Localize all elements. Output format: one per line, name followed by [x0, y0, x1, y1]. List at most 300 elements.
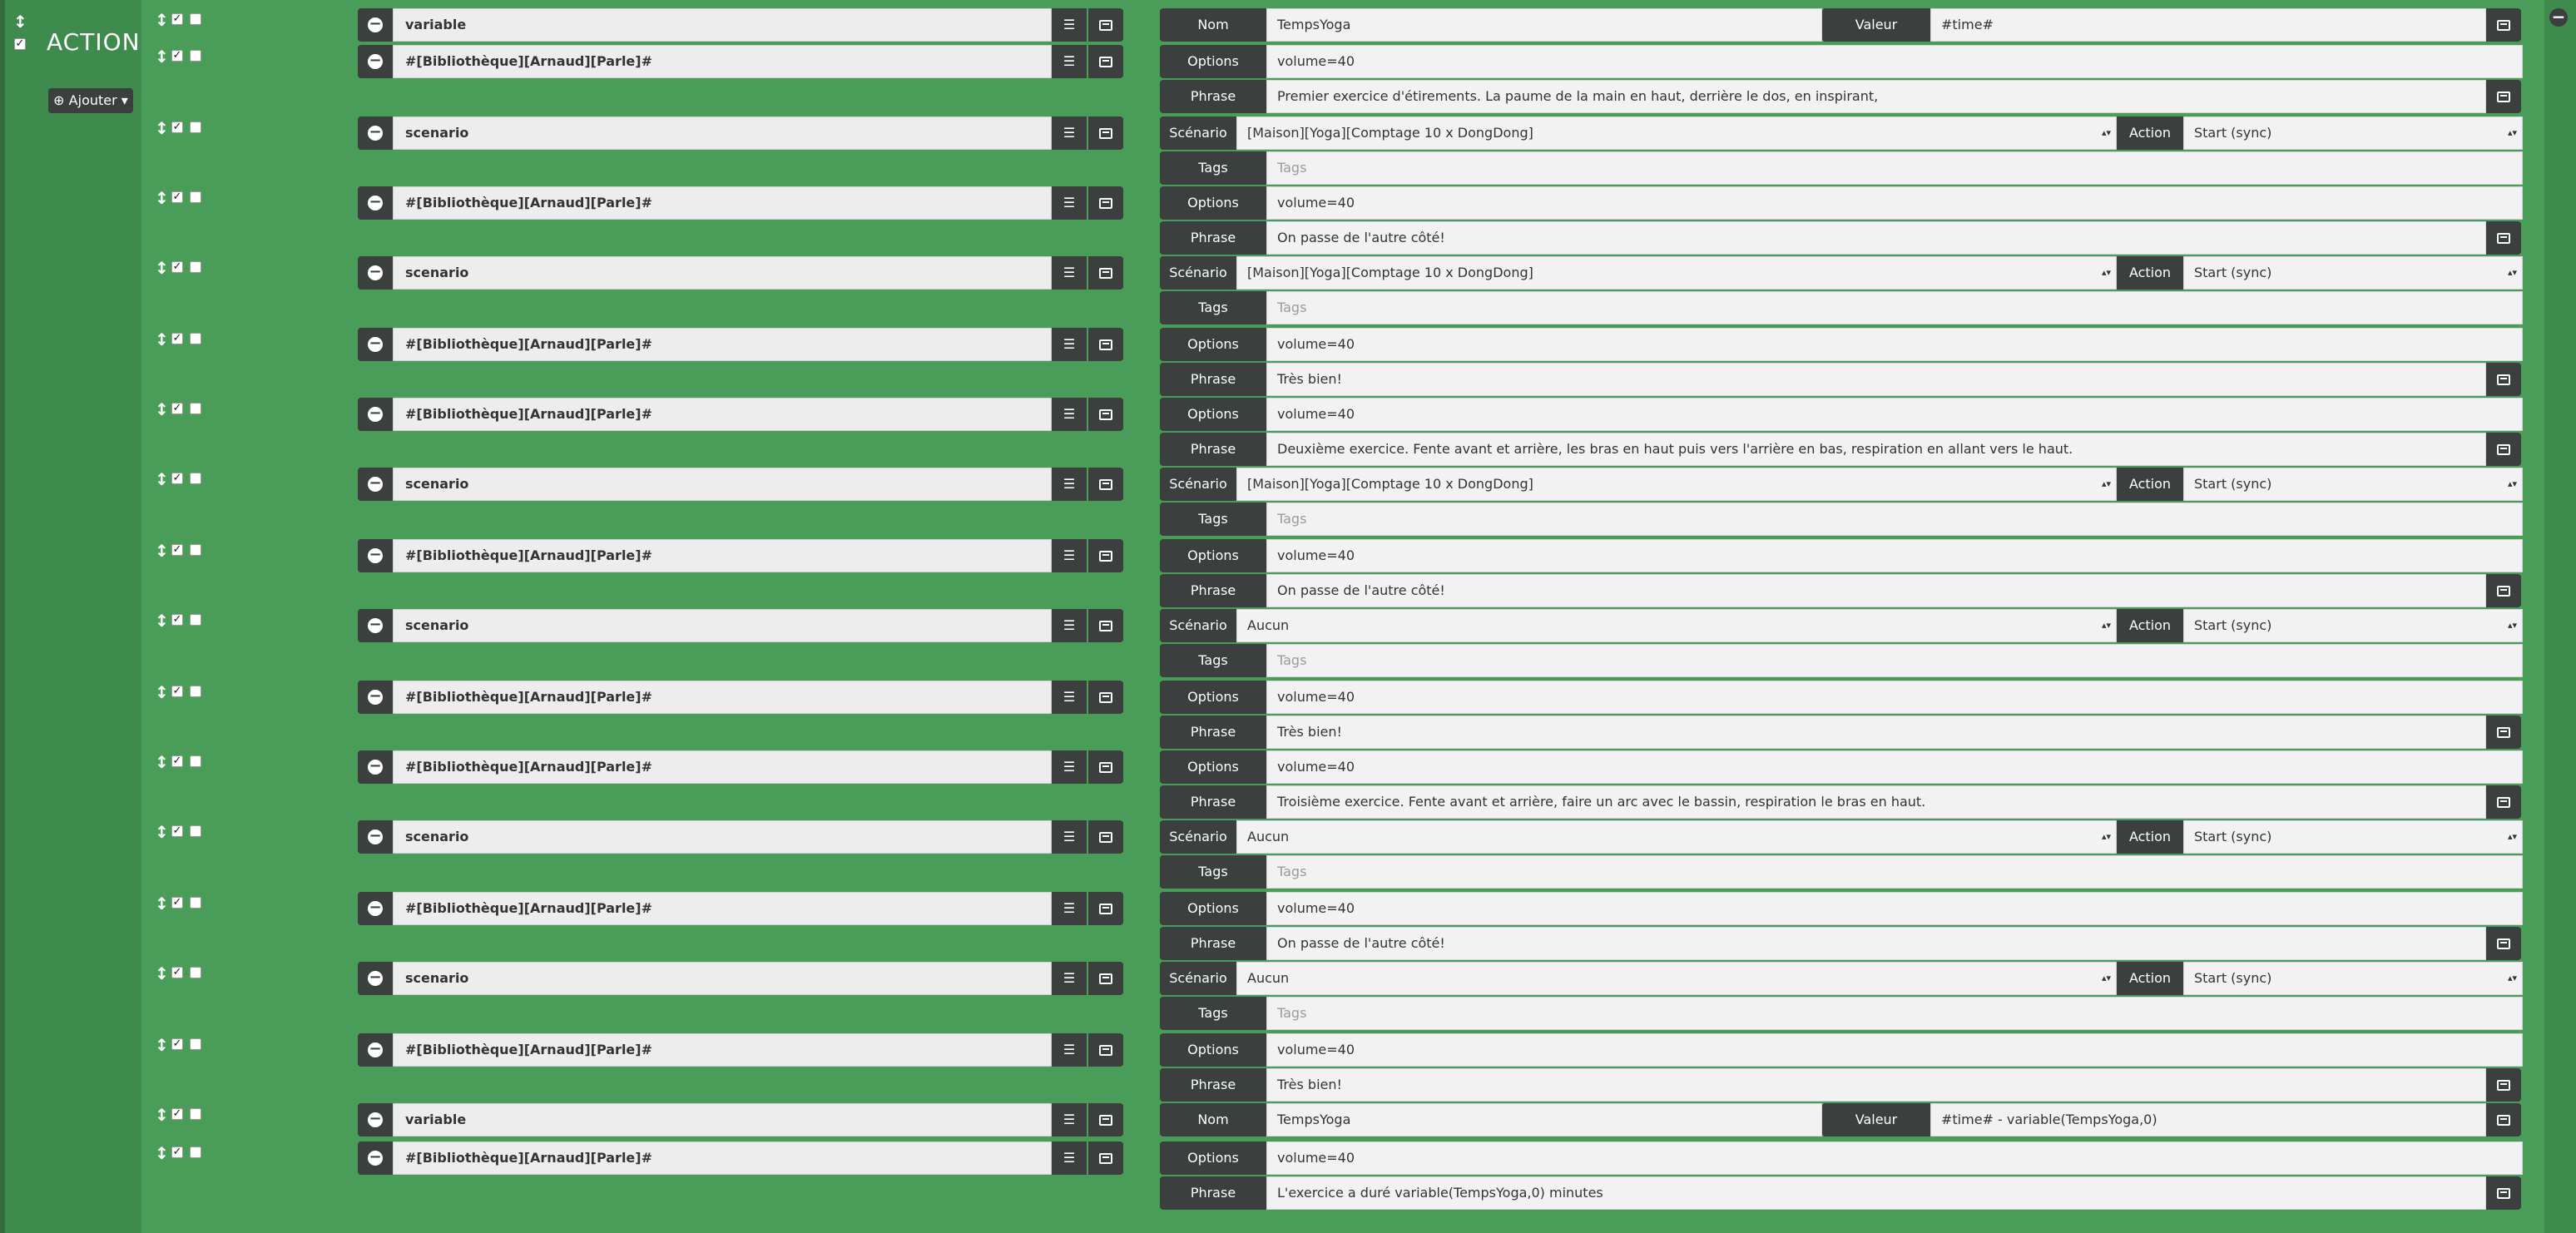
minus-circle-icon: −: [369, 1110, 382, 1127]
expand-button[interactable]: [1088, 1141, 1123, 1175]
list-button[interactable]: [1052, 116, 1087, 150]
enable-checkbox[interactable]: ✓: [172, 896, 182, 909]
window-icon: [1099, 479, 1112, 490]
arrows-vertical-icon[interactable]: ↕: [155, 682, 169, 702]
action-row: [0, 601, 2544, 671]
options-label: Options: [1160, 186, 1266, 220]
select-arrows-icon: ▴▾: [2507, 831, 2517, 842]
command-input[interactable]: variable: [393, 1103, 1052, 1136]
action-select[interactable]: [2183, 116, 2523, 150]
scenario-value: Aucun: [1247, 829, 1290, 844]
remove-action-button[interactable]: [358, 820, 393, 854]
phrase-label: Phrase: [1160, 363, 1266, 396]
remove-action-button[interactable]: [358, 328, 393, 361]
background-checkbox[interactable]: [190, 614, 201, 626]
options-input[interactable]: volume=40: [1266, 1141, 2523, 1175]
enable-checkbox[interactable]: ✓: [172, 543, 182, 556]
enable-checkbox[interactable]: ✓: [172, 824, 182, 837]
scenario-select[interactable]: [1236, 256, 2117, 290]
options-input[interactable]: volume=40: [1266, 539, 2523, 572]
expand-button[interactable]: [1088, 468, 1123, 501]
background-checkbox[interactable]: [190, 967, 201, 978]
window-icon: [1099, 1153, 1112, 1164]
expand-button[interactable]: [1088, 186, 1123, 220]
background-checkbox[interactable]: [190, 13, 201, 25]
list-icon: ☰: [1063, 195, 1076, 210]
action-row: [0, 108, 2544, 178]
window-icon: [1099, 20, 1112, 31]
background-checkbox[interactable]: [190, 333, 201, 344]
window-icon: [2497, 374, 2510, 385]
enable-checkbox[interactable]: ✓: [172, 1037, 182, 1050]
phrase-input[interactable]: Premier exercice d'étirements. La paume de la main en haut, derrière le dos, en inspirant,: [1266, 80, 2486, 113]
command-input[interactable]: scenario: [393, 962, 1052, 995]
command-input[interactable]: #[Bibliothèque][Arnaud][Parle]#: [393, 539, 1052, 572]
list-button[interactable]: [1052, 45, 1087, 78]
window-icon: [1099, 128, 1112, 139]
background-checkbox[interactable]: [190, 544, 201, 556]
background-checkbox[interactable]: [190, 403, 201, 414]
list-button[interactable]: [1052, 328, 1087, 361]
action-label: Action: [2117, 609, 2183, 642]
options-label: Options: [1160, 1033, 1266, 1067]
list-button[interactable]: [1052, 256, 1087, 290]
background-checkbox[interactable]: [190, 50, 201, 62]
list-button[interactable]: [1052, 1141, 1087, 1175]
list-icon: ☰: [1063, 1150, 1076, 1166]
expand-button[interactable]: [1088, 1033, 1123, 1067]
action-value: Start (sync): [2194, 265, 2272, 280]
list-icon: ☰: [1063, 900, 1076, 916]
arrows-vertical-icon[interactable]: ↕: [155, 1105, 169, 1125]
enable-checkbox[interactable]: ✓: [172, 472, 182, 484]
window-icon: [2497, 938, 2510, 949]
command-input[interactable]: #[Bibliothèque][Arnaud][Parle]#: [393, 750, 1052, 784]
window-icon: [1099, 621, 1112, 631]
expand-button[interactable]: [1088, 681, 1123, 714]
list-button[interactable]: [1052, 962, 1087, 995]
block-title: ACTION: [47, 28, 141, 56]
window-icon: [2497, 20, 2510, 31]
command-input[interactable]: #[Bibliothèque][Arnaud][Parle]#: [393, 45, 1052, 78]
valeur-label: Valeur: [1822, 1103, 1930, 1136]
plus-circle-icon: ⊕: [53, 92, 65, 108]
background-checkbox[interactable]: [190, 755, 201, 767]
list-icon: ☰: [1063, 17, 1076, 32]
window-icon: [2497, 1188, 2510, 1199]
list-icon: ☰: [1063, 265, 1076, 280]
scenario-select[interactable]: [1236, 468, 2117, 501]
window-icon: [1099, 57, 1112, 67]
expand-button[interactable]: [1088, 820, 1123, 854]
arrows-vertical-icon[interactable]: ↕: [155, 1035, 169, 1055]
phrase-input[interactable]: Troisième exercice. Fente avant et arrière, faire un arc avec le bassin, respiration le bras en haut.: [1266, 785, 2486, 819]
window-icon: [1099, 268, 1112, 279]
command-input[interactable]: scenario: [393, 116, 1052, 150]
arrows-vertical-icon[interactable]: ↕: [155, 894, 169, 914]
arrows-vertical-icon[interactable]: ↕: [155, 611, 169, 631]
list-button[interactable]: [1052, 681, 1087, 714]
list-button[interactable]: [1052, 892, 1087, 925]
expand-button[interactable]: [1088, 116, 1123, 150]
background-checkbox[interactable]: [190, 1146, 201, 1158]
enable-checkbox[interactable]: ✓: [172, 332, 182, 344]
minus-circle-icon: −: [369, 616, 382, 633]
scenario-select[interactable]: [1236, 820, 2117, 854]
phrase-input[interactable]: On passe de l'autre côté!: [1266, 221, 2486, 255]
background-checkbox[interactable]: [190, 1038, 201, 1050]
background-checkbox[interactable]: [190, 686, 201, 697]
scenario-value: [Maison][Yoga][Comptage 10 x DongDong]: [1247, 265, 1533, 280]
drag-block-icon[interactable]: ↕: [13, 12, 27, 32]
action-row: [0, 37, 2544, 106]
select-arrows-icon: ▴▾: [2507, 127, 2517, 138]
phrase-input[interactable]: On passe de l'autre côté!: [1266, 574, 2486, 607]
expand-phrase-button[interactable]: [2486, 1176, 2521, 1210]
select-arrows-icon: ▴▾: [2101, 973, 2111, 983]
scenario-label: Scénario: [1160, 256, 1236, 290]
action-row: [0, 812, 2544, 882]
command-input[interactable]: #[Bibliothèque][Arnaud][Parle]#: [393, 1141, 1052, 1175]
options-input[interactable]: volume=40: [1266, 750, 2523, 784]
list-button[interactable]: [1052, 468, 1087, 501]
arrows-vertical-icon[interactable]: ↕: [155, 469, 169, 489]
minus-circle-icon: −: [369, 404, 382, 422]
phrase-label: Phrase: [1160, 574, 1266, 607]
options-label: Options: [1160, 750, 1266, 784]
tags-label: Tags: [1160, 855, 1266, 889]
scenario-label: Scénario: [1160, 116, 1236, 150]
expand-button[interactable]: [1088, 892, 1123, 925]
remove-action-button[interactable]: [358, 468, 393, 501]
arrows-vertical-icon[interactable]: ↕: [155, 47, 169, 67]
action-value: Start (sync): [2194, 970, 2272, 986]
remove-action-button[interactable]: [358, 609, 393, 642]
background-checkbox[interactable]: [190, 1108, 201, 1120]
background-checkbox[interactable]: [190, 897, 201, 909]
options-input[interactable]: volume=40: [1266, 186, 2523, 220]
enable-checkbox[interactable]: ✓: [172, 12, 182, 25]
expand-button[interactable]: [1088, 1103, 1123, 1136]
arrows-vertical-icon[interactable]: ↕: [155, 329, 169, 349]
list-icon: ☰: [1063, 829, 1076, 844]
minus-circle-icon: −: [369, 968, 382, 986]
arrows-vertical-icon[interactable]: ↕: [155, 752, 169, 772]
arrows-vertical-icon[interactable]: ↕: [155, 10, 169, 30]
enable-checkbox[interactable]: ✓: [172, 966, 182, 978]
select-arrows-icon: ▴▾: [2507, 973, 2517, 983]
window-icon: [2497, 444, 2510, 455]
enable-checkbox[interactable]: ✓: [172, 402, 182, 414]
command-input[interactable]: variable: [393, 8, 1052, 42]
remove-action-button[interactable]: [358, 398, 393, 431]
enable-checkbox[interactable]: ✓: [172, 685, 182, 697]
command-input[interactable]: scenario: [393, 820, 1052, 854]
list-icon: ☰: [1063, 406, 1076, 422]
minus-circle-icon: −: [369, 546, 382, 563]
options-label: Options: [1160, 45, 1266, 78]
action-row: [0, 1133, 2544, 1203]
options-input[interactable]: volume=40: [1266, 892, 2523, 925]
select-arrows-icon: ▴▾: [2507, 620, 2517, 631]
window-icon: [2497, 92, 2510, 102]
scenario-value: Aucun: [1247, 617, 1290, 633]
action-value: Start (sync): [2194, 617, 2272, 633]
options-label: Options: [1160, 681, 1266, 714]
select-arrows-icon: ▴▾: [2101, 127, 2111, 138]
expand-button[interactable]: [1088, 750, 1123, 784]
remove-action-button[interactable]: [358, 256, 393, 290]
list-icon: ☰: [1063, 125, 1076, 141]
expand-button[interactable]: [1088, 256, 1123, 290]
list-icon: ☰: [1063, 1042, 1076, 1057]
window-icon: [2497, 586, 2510, 597]
list-icon: ☰: [1063, 759, 1076, 775]
list-icon: ☰: [1063, 53, 1076, 69]
phrase-input[interactable]: On passe de l'autre côté!: [1266, 927, 2486, 960]
window-icon: [2497, 797, 2510, 808]
command-input[interactable]: scenario: [393, 256, 1052, 290]
action-select[interactable]: [2183, 468, 2523, 501]
action-select[interactable]: [2183, 962, 2523, 995]
command-input[interactable]: #[Bibliothèque][Arnaud][Parle]#: [393, 892, 1052, 925]
background-checkbox[interactable]: [190, 473, 201, 484]
remove-action-button[interactable]: [358, 539, 393, 572]
options-input[interactable]: volume=40: [1266, 398, 2523, 431]
window-icon: [2497, 1080, 2510, 1091]
phrase-label: Phrase: [1160, 785, 1266, 819]
action-row: [0, 178, 2544, 248]
expand-button[interactable]: [1088, 328, 1123, 361]
scenario-select[interactable]: [1236, 116, 2117, 150]
options-label: Options: [1160, 892, 1266, 925]
window-icon: [1099, 904, 1112, 914]
window-icon: [2497, 1115, 2510, 1126]
phrase-input[interactable]: Très bien!: [1266, 1068, 2486, 1102]
remove-action-button[interactable]: [358, 1033, 393, 1067]
arrows-vertical-icon[interactable]: ↕: [155, 188, 169, 208]
tags-input[interactable]: Tags: [1266, 291, 2523, 324]
list-button[interactable]: [1052, 398, 1087, 431]
list-button[interactable]: [1052, 1033, 1087, 1067]
enable-checkbox[interactable]: ✓: [172, 1107, 182, 1120]
minus-circle-icon: −: [369, 827, 382, 844]
command-input[interactable]: #[Bibliothèque][Arnaud][Parle]#: [393, 1033, 1052, 1067]
caret-down-icon: ▾: [121, 92, 128, 108]
expand-button[interactable]: [1088, 45, 1123, 78]
minus-circle-icon: −: [369, 263, 382, 280]
remove-action-button[interactable]: [358, 681, 393, 714]
scenario-select[interactable]: [1236, 609, 2117, 642]
arrows-vertical-icon[interactable]: ↕: [155, 258, 169, 278]
window-icon: [1099, 551, 1112, 562]
minus-circle-icon: −: [369, 1148, 382, 1166]
tags-label: Tags: [1160, 151, 1266, 185]
arrows-vertical-icon[interactable]: ↕: [155, 399, 169, 419]
phrase-input[interactable]: L'exercice a duré variable(TempsYoga,0) minutes: [1266, 1176, 2486, 1210]
enable-checkbox[interactable]: ✓: [172, 1146, 182, 1158]
options-label: Options: [1160, 1141, 1266, 1175]
command-input[interactable]: scenario: [393, 468, 1052, 501]
minus-circle-icon: −: [369, 474, 382, 492]
list-icon: ☰: [1063, 970, 1076, 986]
valeur-input[interactable]: #time# - variable(TempsYoga,0): [1930, 1103, 2486, 1136]
arrows-vertical-icon[interactable]: ↕: [155, 822, 169, 842]
phrase-label: Phrase: [1160, 221, 1266, 255]
action-row: [0, 248, 2544, 318]
minus-circle-icon: −: [369, 334, 382, 352]
action-row: [0, 389, 2544, 459]
action-label: Action: [2117, 962, 2183, 995]
minus-circle-icon: −: [369, 1040, 382, 1057]
enable-checkbox[interactable]: ✓: [172, 260, 182, 273]
action-value: Start (sync): [2194, 829, 2272, 844]
scenario-value: [Maison][Yoga][Comptage 10 x DongDong]: [1247, 476, 1533, 492]
action-label: Action: [2117, 820, 2183, 854]
list-button[interactable]: [1052, 1103, 1087, 1136]
action-row: [0, 884, 2544, 953]
options-input[interactable]: volume=40: [1266, 1033, 2523, 1067]
list-button[interactable]: [1052, 609, 1087, 642]
list-button[interactable]: [1052, 820, 1087, 854]
scenario-value: Aucun: [1247, 970, 1290, 986]
minus-circle-icon: −: [369, 899, 382, 916]
background-checkbox[interactable]: [190, 121, 201, 133]
phrase-input[interactable]: Deuxième exercice. Fente avant et arrière, les bras en haut puis vers l'arrière en bas, respiration en allant vers le haut.: [1266, 433, 2486, 466]
command-input[interactable]: #[Bibliothèque][Arnaud][Parle]#: [393, 681, 1052, 714]
tags-input[interactable]: Tags: [1266, 997, 2523, 1030]
enable-checkbox[interactable]: ✓: [172, 49, 182, 62]
remove-action-button[interactable]: [358, 1103, 393, 1136]
remove-action-button[interactable]: [358, 1141, 393, 1175]
select-arrows-icon: ▴▾: [2101, 267, 2111, 278]
select-arrows-icon: ▴▾: [2101, 620, 2111, 631]
expand-valeur-button[interactable]: [2486, 1103, 2521, 1136]
action-row: [0, 953, 2544, 1023]
enable-checkbox[interactable]: ✓: [172, 121, 182, 133]
list-icon: ☰: [1063, 336, 1076, 352]
window-icon: [1099, 339, 1112, 350]
valeur-input[interactable]: #time#: [1930, 8, 2486, 42]
remove-action-button[interactable]: [358, 116, 393, 150]
arrows-vertical-icon[interactable]: ↕: [155, 118, 169, 138]
remove-action-button[interactable]: [358, 892, 393, 925]
phrase-label: Phrase: [1160, 433, 1266, 466]
window-icon: [2497, 727, 2510, 738]
action-select[interactable]: [2183, 820, 2523, 854]
action-row: [0, 742, 2544, 812]
add-button[interactable]: ⊕ Ajouter ▾: [48, 88, 133, 113]
window-icon: [1099, 762, 1112, 773]
background-checkbox[interactable]: [190, 191, 201, 203]
arrows-vertical-icon[interactable]: ↕: [155, 963, 169, 983]
action-row: [0, 459, 2544, 529]
expand-button[interactable]: [1088, 609, 1123, 642]
options-input[interactable]: volume=40: [1266, 681, 2523, 714]
window-icon: [1099, 973, 1112, 984]
phrase-label: Phrase: [1160, 927, 1266, 960]
action-select[interactable]: [2183, 609, 2523, 642]
action-value: Start (sync): [2194, 476, 2272, 492]
phrase-input[interactable]: Très bien!: [1266, 716, 2486, 749]
list-button[interactable]: [1052, 539, 1087, 572]
nom-input[interactable]: TempsYoga: [1266, 1103, 1822, 1136]
scenario-label: Scénario: [1160, 820, 1236, 854]
window-icon: [1099, 1045, 1112, 1056]
command-input[interactable]: #[Bibliothèque][Arnaud][Parle]#: [393, 186, 1052, 220]
remove-action-button[interactable]: [358, 750, 393, 784]
action-label: Action: [2117, 116, 2183, 150]
nom-input[interactable]: TempsYoga: [1266, 8, 1822, 42]
tags-input[interactable]: Tags: [1266, 644, 2523, 677]
phrase-label: Phrase: [1160, 716, 1266, 749]
window-icon: [1099, 832, 1112, 843]
background-checkbox[interactable]: [190, 261, 201, 273]
select-arrows-icon: ▴▾: [2507, 267, 2517, 278]
arrows-vertical-icon[interactable]: ↕: [155, 1143, 169, 1163]
expand-button[interactable]: [1088, 398, 1123, 431]
minus-circle-icon: −: [369, 15, 382, 32]
enable-checkbox[interactable]: ✓: [172, 755, 182, 767]
tags-input[interactable]: Tags: [1266, 503, 2523, 536]
tags-label: Tags: [1160, 503, 1266, 536]
command-input[interactable]: scenario: [393, 609, 1052, 642]
expand-button[interactable]: [1088, 962, 1123, 995]
action-label: Action: [2117, 468, 2183, 501]
list-icon: ☰: [1063, 689, 1076, 705]
tags-input[interactable]: Tags: [1266, 855, 2523, 889]
phrase-input[interactable]: Très bien!: [1266, 363, 2486, 396]
list-icon: ☰: [1063, 617, 1076, 633]
command-input[interactable]: #[Bibliothèque][Arnaud][Parle]#: [393, 328, 1052, 361]
action-row: [0, 531, 2544, 601]
list-icon: ☰: [1063, 476, 1076, 492]
phrase-label: Phrase: [1160, 80, 1266, 113]
window-icon: [1099, 1115, 1112, 1126]
tags-label: Tags: [1160, 644, 1266, 677]
list-button[interactable]: [1052, 186, 1087, 220]
list-icon: ☰: [1063, 1112, 1076, 1127]
enable-checkbox[interactable]: ✓: [172, 613, 182, 626]
command-input[interactable]: #[Bibliothèque][Arnaud][Parle]#: [393, 398, 1052, 431]
scenario-value: [Maison][Yoga][Comptage 10 x DongDong]: [1247, 125, 1533, 141]
scenario-select[interactable]: [1236, 962, 2117, 995]
remove-action-button[interactable]: [358, 45, 393, 78]
minus-circle-icon: −: [369, 52, 382, 69]
enable-checkbox[interactable]: ✓: [172, 191, 182, 203]
expand-button[interactable]: [1088, 539, 1123, 572]
remove-action-button[interactable]: [358, 186, 393, 220]
select-arrows-icon: ▴▾: [2101, 478, 2111, 489]
options-input[interactable]: volume=40: [1266, 45, 2523, 78]
options-input[interactable]: volume=40: [1266, 328, 2523, 361]
list-button[interactable]: [1052, 750, 1087, 784]
remove-action-button[interactable]: [358, 962, 393, 995]
tags-input[interactable]: Tags: [1266, 151, 2523, 185]
window-icon: [2497, 233, 2510, 244]
action-select[interactable]: [2183, 256, 2523, 290]
window-icon: [1099, 692, 1112, 703]
tags-label: Tags: [1160, 291, 1266, 324]
options-label: Options: [1160, 539, 1266, 572]
scenario-label: Scénario: [1160, 468, 1236, 501]
valeur-label: Valeur: [1822, 8, 1930, 42]
arrows-vertical-icon[interactable]: ↕: [155, 541, 169, 561]
block-enable-checkbox[interactable]: ✓: [15, 37, 25, 50]
remove-block-icon[interactable]: −: [2549, 8, 2568, 27]
background-checkbox[interactable]: [190, 825, 201, 837]
nom-label: Nom: [1160, 1103, 1266, 1136]
